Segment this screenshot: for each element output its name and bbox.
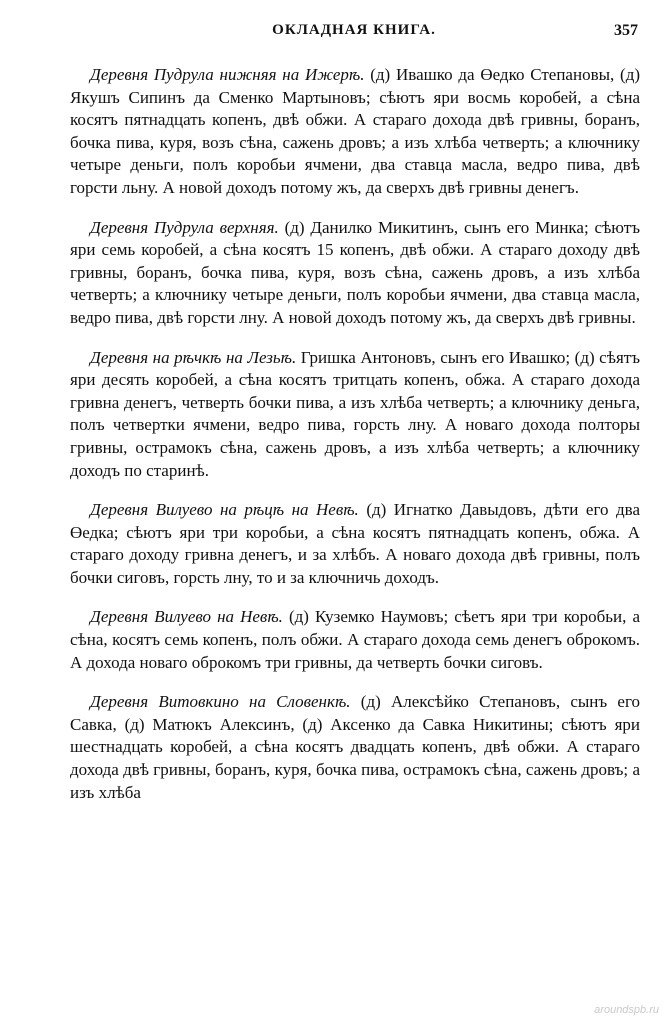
entry-text: (д) Игнатко Давыдовъ, дѣти его два Өедка; сѣютъ яри три коробьи, а сѣна косятъ пятнадцать копенъ, обжа. А стараго доходу гривна денегъ, и за хлѣбъ. А новаго дохода двѣ гривны, полъ бочки сиговъ, горсть лну, то и за ключничь доходъ. [70, 500, 640, 587]
entry-text: Гришка Антоновъ, сынъ его Ивашко; (д) сѣятъ яри десять коробей, а сѣна косятъ тритцать копенъ, обжа. А стараго дохода гривна денегъ, четверть бочки пива, а изъ хлѣба четверть; а ключнику деньга, полъ четвертки ячмени, ведро пива, горсть лну. А новаго дохода полторы гривны, острамокъ сѣна, сажень дровъ, а изъ хлѣба четверть; а ключнику доходъ по старинѣ. [70, 347, 640, 480]
place-name: Деревня на рѣчкѣ на Лезьѣ. [90, 347, 297, 367]
entry-pudrula-upper [70, 217, 640, 330]
place-name: Деревня Пудрула нижняя на Ижерѣ. [90, 65, 365, 84]
watermark: aroundspb.ru [594, 1004, 659, 1016]
entry-lezye [70, 347, 640, 483]
place-name: Деревня Пудрула верхняя. [90, 217, 279, 237]
entry-text: (д) Ивашко да Өедко Степановы, (д) Якушъ Сипинъ да Сменко Мартыновъ; сѣютъ яри восмь коробей, а сѣна косятъ пятнадцать копенъ, двѣ обжи. А стараго дохода двѣ гривны, боранъ, бочка пива, куря, возъ сѣна, сажень дровъ; а изъ хлѣба четверть; а ключнику четыре деньги, полъ коробьи ячмени, два ставца масла, ведро пива, двѣ горсти льну. А новой доходъ потому жъ, да сверхъ двѣ гривны денегъ. [70, 65, 641, 197]
place-name: Деревня Вилуево на Невѣ. [90, 607, 283, 627]
entry-text: (д) Куземко Наумовъ; сѣетъ яри три коробьи, а сѣна, косятъ семь копенъ, полъ обжи. А стараго дохода семь денегъ оброкомъ. А дохода новаго оброкомъ три гривны, да четверть бочки сиговъ. [70, 607, 640, 672]
running-title: ОКЛАДНАЯ КНИГА. [272, 22, 436, 38]
page-number: 357 [614, 22, 638, 39]
running-head [70, 22, 638, 44]
place-name: Деревня Вилуево на рѣцѣ на Невѣ. [90, 500, 359, 520]
entry-text: (д) Алексѣйко Степановъ, сынъ его Савка, (д) Матюкъ Алексинъ, (д) Аксенко да Савка Никитины; сѣютъ яри шестнадцать коробей, а сѣна косятъ двадцать копенъ, двѣ обжи. А стараго дохода двѣ гривны, боранъ, куря, бочка пива, острамокъ сѣна, сажень дровъ; а изъ хлѣба [70, 692, 641, 802]
entry-pudrula-lower [70, 64, 640, 200]
place-name: Деревня Витовкино на Словенкѣ. [90, 692, 351, 712]
entry-viluevo-neva [70, 606, 640, 674]
entry-viluevo-river-neva [70, 499, 640, 589]
text-block [70, 64, 640, 821]
entry-vitovkino [70, 691, 640, 804]
entry-text: (д) Данилко Микитинъ, сынъ его Минка; сѣютъ яри семь коробей, а сѣна косятъ 15 копенъ, двѣ обжи. А стараго доходу двѣ гривны, боранъ, бочка пива, куря, возъ сѣна, сажень дровъ, а изъ хлѣба четверть; а ключнику четыре деньги, полъ коробьи ячмени, два ставца масла, ведро пива, двѣ горсти лну. А новой доходъ потому жъ, да сверхъ двѣ гривны. [70, 217, 640, 327]
